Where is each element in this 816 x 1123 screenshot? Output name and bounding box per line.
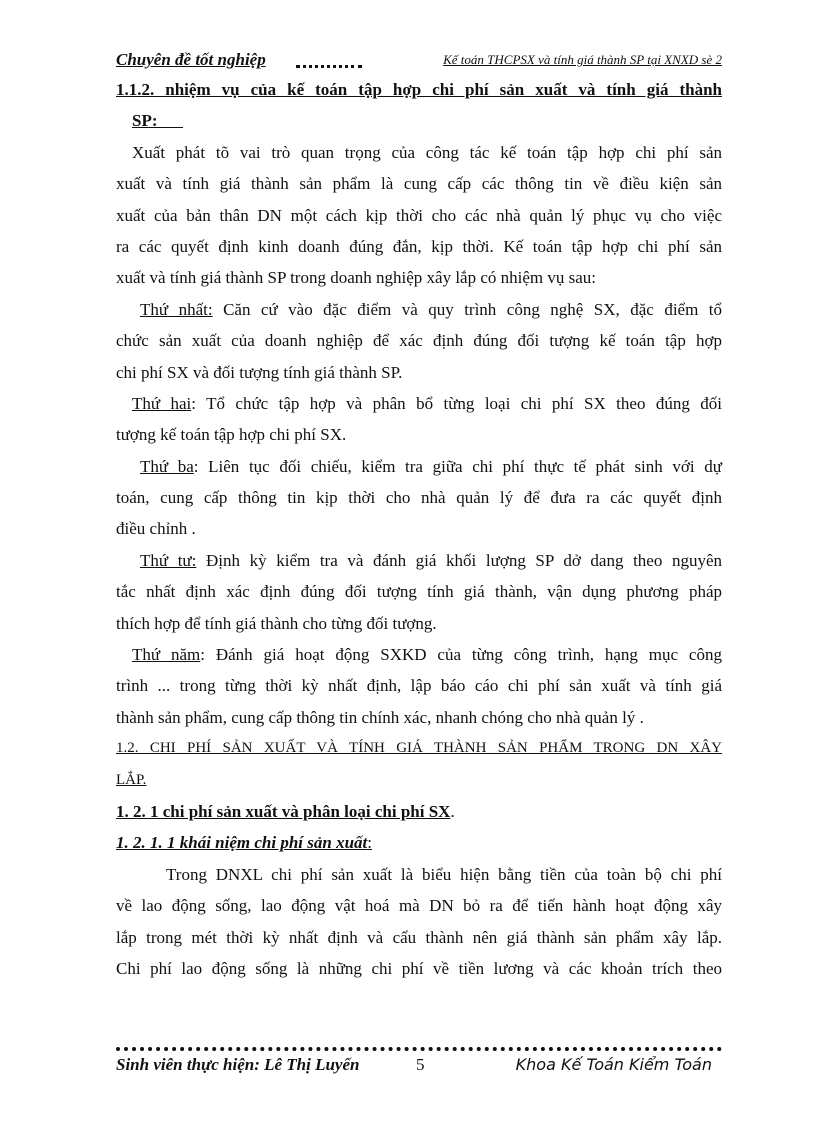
body-line: về lao động sống, lao động vật hoá mà DN bỏ ra để tiến hành hoạt động xây [116,896,722,916]
task-line: chức sản xuất của doanh nghiệp để xác định đúng đối tượng kế toán tập hợp [116,331,722,351]
task-label: Thứ tư: [140,550,197,570]
task-label: Thứ năm [132,645,201,665]
task-line: thích hợp để tính giá thành cho từng đối tượng. [116,613,437,633]
footer-department: Khoa Kế Toán Kiểm Toán [515,1055,712,1074]
body-line: Trong DNXL chi phí sản xuất là biểu hiện bằng tiền của toàn bộ chi phí [166,864,722,884]
heading-1-2-1-1: 1. 2. 1. 1 khái niệm chi phí sản xuất: [116,833,373,853]
task-line: tắc nhất định xác định đúng đối tượng tính giá thành, vận dụng phương pháp [116,582,722,602]
intro-line: xuất và tính giá thành sản phẩm là cung cấp các thông tin về điều kiện sản [116,174,722,194]
header-document-type: Chuyên đề tốt nghiệp [116,50,266,69]
page-header [116,50,722,72]
page-body [116,74,722,984]
intro-line: xuất của bản thân DN một cách kịp thời cho các nhà quản lý phục vụ cho việc [116,205,722,225]
task-line: toán, cung cấp thông tin kịp thời cho nhà quản lý để đưa ra các quyết định [116,488,722,508]
task-line: trình ... trong từng thời kỳ nhất định, lập báo cáo chi phí sản xuất và tính giá [116,676,722,696]
task-label: Thứ hai [132,393,192,413]
footer-dotted-rule [116,1047,722,1051]
task-label: Thứ ba [140,456,194,476]
body-line: lắp trong mét thời kỳ nhất định và cấu thành nên giá thành sản phẩm xây lắp. [116,927,722,947]
task-third: Thứ ba: Liên tục đối chiếu, kiểm tra giữa chi phí thực tế phát sinh với dự [140,456,722,476]
header-document-title: Kế toán THCPSX và tính giá thành SP tại XNXD sè 2 [443,52,722,67]
task-line: điều chỉnh . [116,519,196,539]
header-dotted-leader [296,65,362,68]
footer-author: Sinh viên thực hiện: Lê Thị Luyến [116,1055,360,1074]
task-line: thành sản phẩm, cung cấp thông tin chính xác, nhanh chóng cho nhà quản lý . [116,707,644,727]
section-1-2-title-cont: LẮP. [116,771,147,788]
task-second: Thứ hai: Tổ chức tập hợp và phân bổ từng loại chi phí SX theo đúng đối [132,393,722,413]
task-fifth: Thứ năm: Đánh giá hoạt động SXKD của từng công trình, hạng mục công [132,645,722,665]
heading-1-2-1: 1. 2. 1 chi phí sản xuất và phân loại chi phí SX. [116,801,455,821]
intro-line: xuất và tính giá thành SP trong doanh nghiệp xây lắp có nhiệm vụ sau: [116,268,597,288]
intro-line: Xuất phát tõ vai trò quan trọng của công tác kế toán tập hợp chi phí sản [132,142,722,162]
page-number: 5 [416,1055,425,1074]
task-first: Thứ nhất: Căn cứ vào đặc điểm và quy trình công nghệ SX, đặc điểm tổ [140,299,723,319]
task-fourth: Thứ tư: Định kỳ kiểm tra và đánh giá khối lượng SP dở dang theo nguyên [140,550,723,570]
body-line: Chi phí lao động sống là những chi phí về tiền lương và các khoản trích theo [116,958,722,978]
section-1-2-title: 1.2. CHI PHÍ SẢN XUẤT VÀ TÍNH GIÁ THÀNH SẢN PHẨM TRONG DN XÂY [116,740,722,757]
intro-line: ra các quyết định kinh doanh đúng đắn, kịp thời. Kế toán tập hợp chi phí sản [116,236,722,256]
page-footer [116,1055,722,1079]
task-line: tượng kế toán tập hợp chi phí SX. [116,425,347,445]
heading-1-1-2: 1.1.2. nhiệm vụ của kế toán tập hợp chi phí sản xuất và tính giá thành [116,80,722,99]
heading-1-1-2-cont: SP: [132,111,158,131]
task-line: chi phí SX và đối tượng tính giá thành SP. [116,362,403,382]
task-label: Thứ nhất: [140,299,213,319]
